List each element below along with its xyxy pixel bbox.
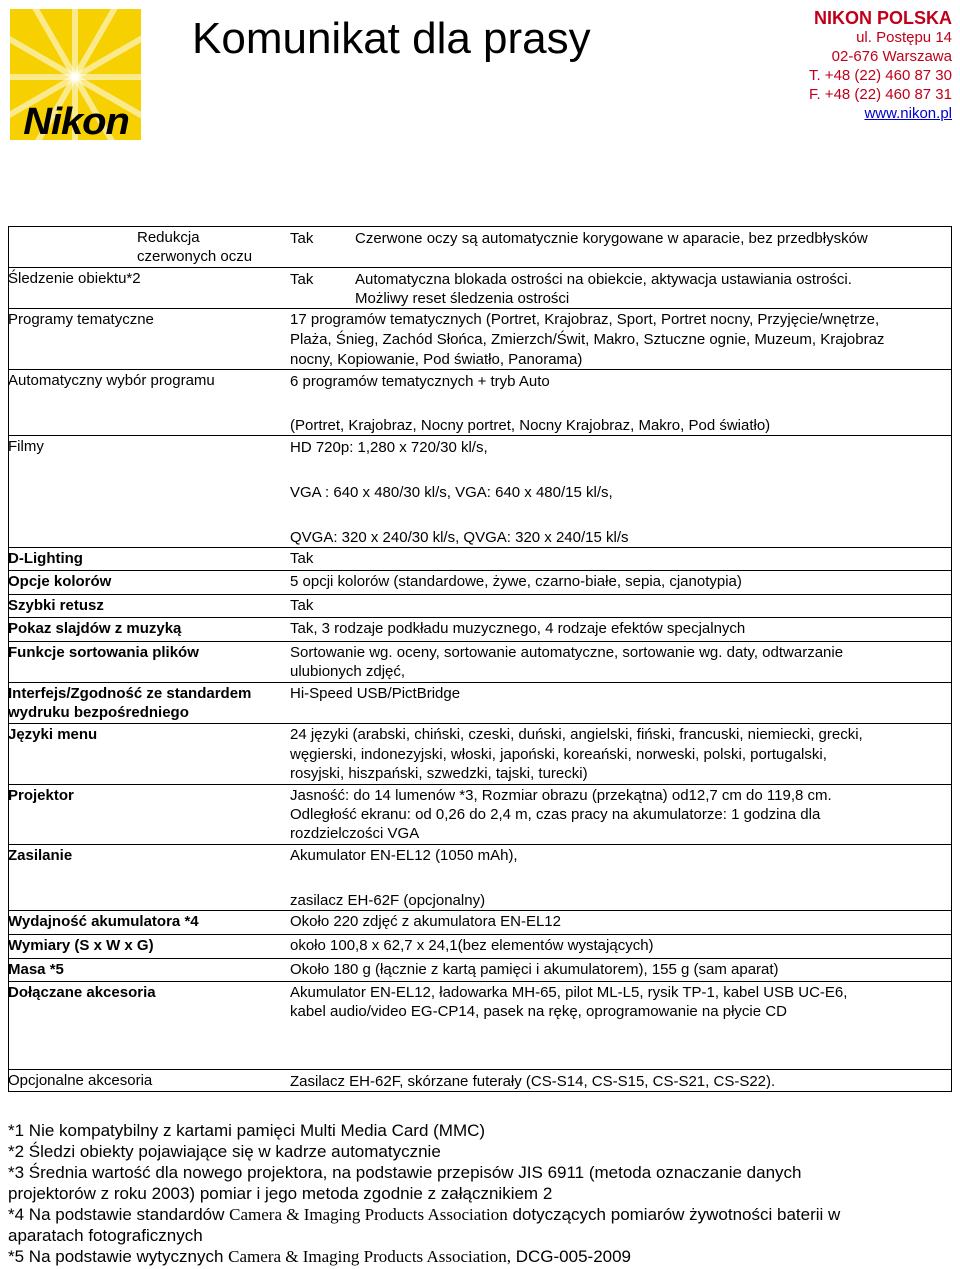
company-phone: T. +48 (22) 460 87 30 (808, 67, 952, 84)
spec-label-auto-scene: Automatyczny wybór programu (8, 372, 215, 389)
company-city: 02-676 Warszawa (831, 48, 952, 65)
spec-value-weight: Około 180 g (łącznie z kartą pamięci i akumulatorem), 155 g (sam aparat) (290, 961, 779, 978)
spec-value-accessories-2: kabel audio/video EG-CP14, pasek na rękę, oprogramowanie na płycie CD (290, 1003, 787, 1020)
spec-label-weight: Masa *5 (8, 961, 64, 978)
spec-value-power-1: Akumulator EN-EL12 (1050 mAh), (290, 847, 518, 864)
spec-label-retouch: Szybki retusz (8, 597, 104, 614)
spec-value-sorting-1: Sortowanie wg. oceny, sortowanie automatyczne, sortowanie wg. daty, odtwarzanie (290, 644, 844, 661)
spec-label-languages: Języki menu (8, 726, 98, 743)
spec-value-tracking-2: Możliwy reset śledzenia ostrości (355, 290, 570, 307)
footnote-5-part-c: DCG-005-2009 (515, 1247, 632, 1266)
footnote-4-part-a: *4 Na podstawie standardów (8, 1205, 225, 1224)
spec-value-interface: Hi-Speed USB/PictBridge (290, 685, 461, 702)
company-address (809, 8, 952, 123)
spec-label-power: Zasilanie (8, 847, 73, 864)
company-website-link[interactable]: www.nikon.pl (864, 105, 952, 122)
spec-label-color: Opcje kolorów (8, 573, 112, 590)
spec-mark-tracking: Tak (290, 271, 314, 288)
spec-value-languages-1: 24 języki (arabski, chiński, czeski, duński, angielski, fiński, francuski, niemiecki, grecki, (290, 726, 863, 743)
spec-label-redeye-1: Redukcja (137, 229, 200, 246)
footnote-2: *2 Śledzi obiekty pojawiające się w kadrze automatycznie (8, 1142, 441, 1161)
footnote-4-part-c: dotyczących pomiarów żywotności baterii w (512, 1205, 841, 1224)
spec-value-projector-2: Odległość ekranu: od 0,26 do 2,4 m, czas pracy na akumulatorze: 1 godzina dla (290, 806, 821, 823)
spec-label-tracking: Śledzenie obiektu*2 (8, 270, 141, 287)
spec-value-dimensions: około 100,8 x 62,7 x 24,1(bez elementów wystających) (290, 937, 654, 954)
spec-value-movies-1: HD 720p: 1,280 x 720/30 kl/s, (290, 439, 488, 456)
page-title: Komunikat dla prasy (192, 14, 591, 63)
spec-value-dlighting: Tak (290, 550, 314, 567)
spec-label-accessories: Dołączane akcesoria (8, 984, 156, 1001)
footnote-3-line-1: *3 Średnia wartość dla nowego projektora, na podstawie przepisów JIS 6911 (metoda oznaczanie danych (8, 1163, 802, 1182)
spec-value-projector-3: rozdzielczości VGA (290, 825, 420, 842)
spec-value-tracking-1: Automatyczna blokada ostrości na obiekcie, aktywacja ustawiania ostrości. (355, 271, 852, 288)
logo-wordmark: Nikon (23, 101, 129, 140)
spec-value-color: 5 opcji kolorów (standardowe, żywe, czarno-białe, sepia, cjanotypia) (290, 573, 742, 590)
spec-value-projector-1: Jasność: do 14 lumenów *3, Rozmiar obrazu (przekątna) od12,7 cm do 119,8 cm. (290, 787, 832, 804)
spec-label-interface-1: Interfejs/Zgodność ze standardem (8, 685, 252, 702)
spec-label-slideshow: Pokaz slajdów z muzyką (8, 620, 182, 637)
spec-value-movies-2: VGA : 640 x 480/30 kl/s, VGA: 640 x 480/15 kl/s, (290, 484, 613, 501)
spec-label-redeye-2: czerwonych oczu (137, 248, 253, 265)
spec-label-interface-2: wydruku bezpośredniego (8, 704, 189, 721)
footnote-5 (8, 1246, 952, 1267)
footnote-4-part-b: Camera & Imaging Products Association (229, 1205, 508, 1224)
spec-value-retouch: Tak (290, 597, 314, 614)
spec-value-redeye: Czerwone oczy są automatycznie korygowane w aparacie, bez przedbłysków (355, 230, 868, 247)
spec-value-movies-3: QVGA: 320 x 240/30 kl/s, QVGA: 320 x 240/15 kl/s (290, 529, 629, 546)
footnote-5-part-a: *5 Na podstawie wytycznych (8, 1247, 224, 1266)
spec-table (8, 226, 952, 1092)
spec-value-auto-scene-1: 6 programów tematycznych + tryb Auto (290, 373, 550, 390)
spec-value-battery: Około 220 zdjęć z akumulatora EN-EL12 (290, 913, 561, 930)
footnote-5-part-b: Camera & Imaging Products Association, (228, 1247, 511, 1266)
spec-label-dlighting: D-Lighting (8, 550, 83, 567)
company-fax: F. +48 (22) 460 87 31 (808, 86, 952, 103)
spec-value-slideshow: Tak, 3 rodzaje podkładu muzycznego, 4 rodzaje efektów specjalnych (290, 620, 746, 637)
spec-label-dimensions: Wymiary (S x W x G) (8, 937, 154, 954)
footnote-3-line-2: projektorów z roku 2003) pomiar i jego metoda zgodnie z załącznikiem 2 (8, 1184, 553, 1203)
spec-value-scene-3: nocny, Kopiowanie, Pod światło, Panorama) (290, 351, 583, 368)
company-street: ul. Postępu 14 (856, 29, 952, 46)
spec-value-scene-1: 17 programów tematycznych (Portret, Krajobraz, Sport, Portret nocny, Przyjęcie/wnętrze, (290, 311, 880, 328)
nikon-logo (10, 9, 141, 140)
spec-label-scene: Programy tematyczne (8, 311, 154, 328)
spec-value-accessories-1: Akumulator EN-EL12, ładowarka MH-65, pilot ML-L5, rysik TP-1, kabel USB UC-E6, (290, 984, 848, 1001)
company-name: NIKON POLSKA (813, 8, 952, 28)
spec-label-projector: Projektor (8, 787, 74, 804)
spec-mark-redeye: Tak (290, 230, 314, 247)
spec-value-auto-scene-2: (Portret, Krajobraz, Nocny portret, Nocny Krajobraz, Makro, Pod światło) (290, 417, 771, 434)
footnote-4-line-2: aparatach fotograficznych (8, 1226, 203, 1245)
spec-value-optional: Zasilacz EH-62F, skórzane futerały (CS-S14, CS-S15, CS-S21, CS-S22). (290, 1073, 776, 1090)
spec-label-optional: Opcjonalne akcesoria (8, 1072, 153, 1089)
spec-value-power-2: zasilacz EH-62F (opcjonalny) (290, 892, 486, 909)
spec-label-movies: Filmy (8, 438, 44, 455)
spec-value-sorting-2: ulubionych zdjęć, (290, 663, 406, 680)
footnotes (8, 1120, 952, 1267)
spec-value-scene-2: Plaża, Śnieg, Zachód Słońca, Zmierzch/Świt, Makro, Sztuczne ognie, Muzeum, Krajobraz (290, 331, 885, 348)
footnote-4 (8, 1204, 952, 1225)
spec-value-languages-3: rosyjski, hiszpański, szwedzki, tajski, turecki) (290, 765, 588, 782)
footnote-1: *1 Nie kompatybilny z kartami pamięci Multi Media Card (MMC) (8, 1121, 486, 1140)
spec-value-languages-2: węgierski, indonezyjski, włoski, japoński, koreański, norweski, polski, portugalski, (290, 746, 827, 763)
spec-label-battery: Wydajność akumulatora *4 (8, 913, 199, 930)
spec-label-sorting: Funkcje sortowania plików (8, 644, 199, 661)
